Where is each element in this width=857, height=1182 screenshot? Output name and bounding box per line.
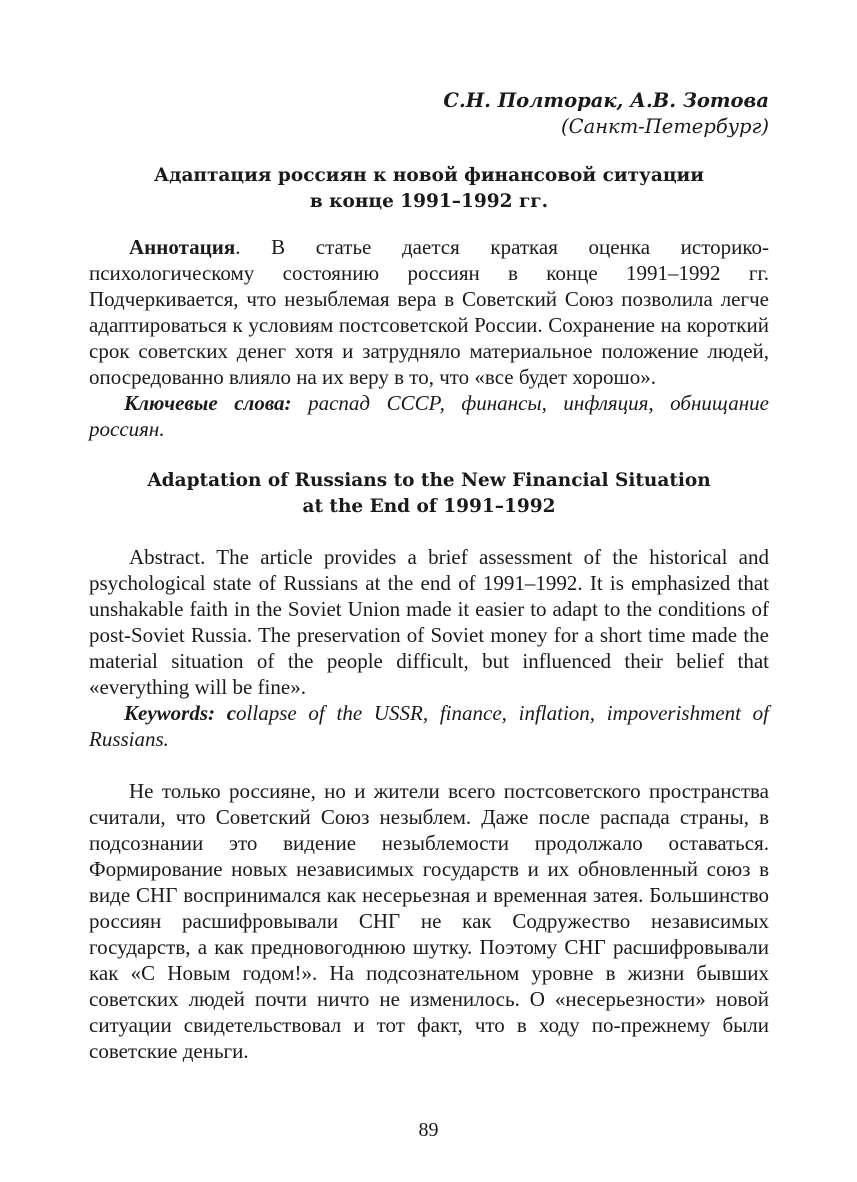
title-russian: [89, 163, 769, 215]
page-content: [89, 88, 769, 1064]
author-city: (Санкт-Петербург): [561, 115, 769, 138]
title-russian-line-2: в конце 1991–1992 гг.: [309, 191, 549, 212]
abstract-russian-body: . В статье дается краткая оценка историко-психологическому состоянию россиян в конце 1991–1992 гг. Подчеркивается, что незыблемая вера в Советский Союз позволила легче адаптироваться к условиям постсоветской России. Сохранение на короткий срок советских денег хотя и затрудняло материальное положение людей, опосредованно влияло на их веру в то, что «все будет хорошо».: [89, 235, 769, 389]
keywords-russian-label: Ключевые слова:: [124, 391, 292, 415]
abstract-russian: [89, 234, 769, 442]
keywords-english-list: ollapse of the USSR, finance, inflation, impoverishment of Russians.: [89, 701, 769, 751]
body-text: [89, 778, 769, 1064]
keywords-english: [89, 700, 769, 752]
title-english: [89, 468, 769, 520]
abstract-russian-label: Аннотация: [129, 235, 236, 259]
abstract-english: [89, 544, 769, 752]
page-number: 89: [418, 1119, 439, 1141]
title-russian-line-1: Адаптация россиян к новой финансовой ситуации: [154, 165, 704, 186]
abstract-russian-text: [89, 234, 769, 390]
keywords-russian-list: распад СССР, финансы, инфляция, обнищание россиян.: [89, 391, 769, 441]
keywords-english-label: Keywords: c: [124, 701, 237, 725]
keywords-russian: [89, 390, 769, 442]
body-paragraph-1: Не только россияне, но и жители всего постсоветского пространства считали, что Советский Союз незыблем. Даже после распада страны, в подсознании это видение незыблемости продолжало оставаться. Формирование новых независимых государств и их обновленный союз в виде СНГ воспринимался как несерьезная и временная затея. Большинство россиян расшифровывали СНГ не как Содружество независимых государств, а как предновогоднюю шутку. Поэтому СНГ расшифровывали как «С Новым годом!». На подсознательном уровне в жизни бывших советских людей почти ничто не изменилось. О «несерьезности» новой ситуации свидетельствовал и тот факт, что в ходу по-прежнему были советские деньги.: [89, 779, 769, 1063]
authors: С.Н. Полторак, А.В. Зотова: [443, 89, 769, 112]
abstract-english-text: Abstract. The article provides a brief assessment of the historical and psychological state of Russians at the end of 1991–1992. It is emphasized that unshakable faith in the Soviet Union made it easier to adapt to the conditions of post-Soviet Russia. The preservation of Soviet money for a short time made the material situation of the people difficult, but influenced their belief that «everything will be fine».: [89, 545, 769, 699]
title-english-line-2: at the End of 1991–1992: [302, 496, 556, 517]
title-english-line-1: Adaptation of Russians to the New Financial Situation: [147, 470, 711, 491]
